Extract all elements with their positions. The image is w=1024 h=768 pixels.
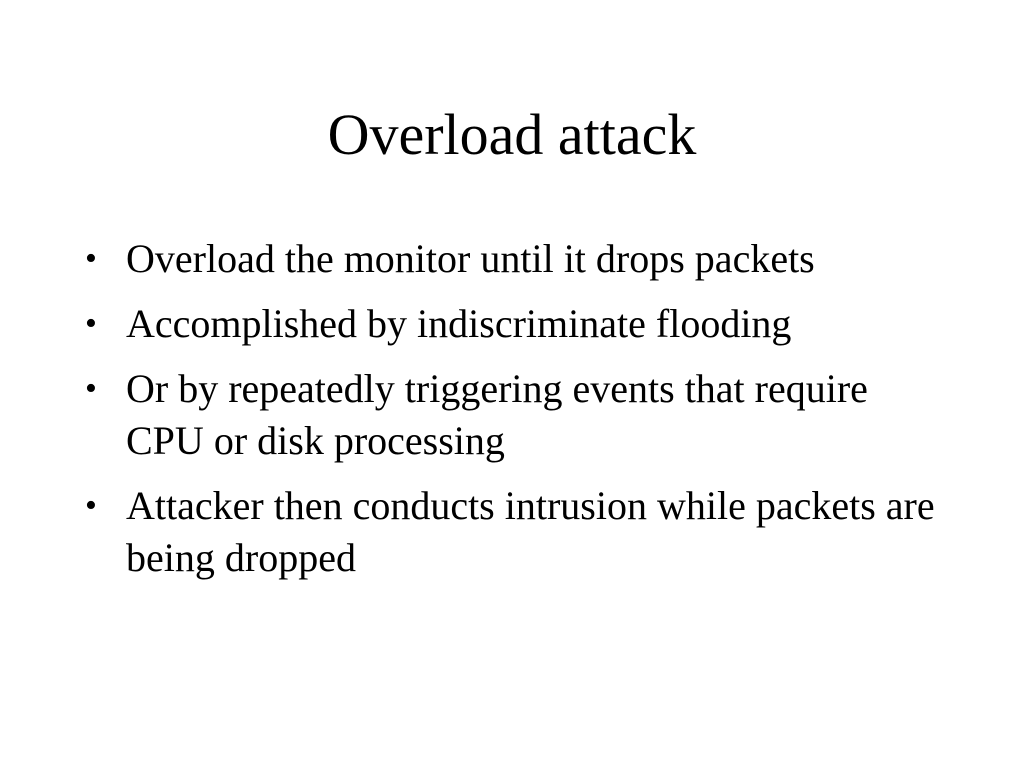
bullet-text: Overload the monitor until it drops packets bbox=[126, 236, 815, 281]
bullet-item bbox=[82, 480, 952, 584]
bullet-item bbox=[82, 298, 952, 350]
bullet-list bbox=[82, 233, 952, 597]
bullet-icon: • bbox=[85, 305, 97, 342]
bullet-icon: • bbox=[85, 487, 97, 524]
bullet-item bbox=[82, 363, 952, 467]
bullet-icon: • bbox=[85, 240, 97, 277]
bullet-text: Accomplished by indiscriminate flooding bbox=[126, 301, 792, 346]
bullet-item bbox=[82, 233, 952, 285]
slide-title: Overload attack bbox=[327, 102, 697, 167]
bullet-text: Or by repeatedly triggering events that require CPU or disk processing bbox=[126, 366, 868, 463]
bullet-text: Attacker then conducts intrusion while packets are being dropped bbox=[126, 483, 935, 580]
bullet-icon: • bbox=[85, 370, 97, 407]
